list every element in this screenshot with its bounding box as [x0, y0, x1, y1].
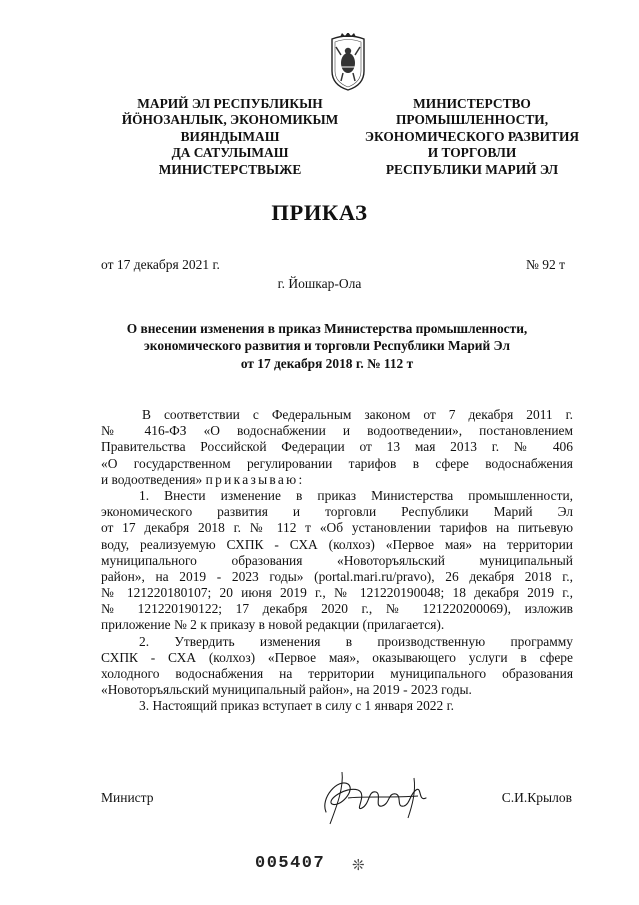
body-line: от 17 декабря 2018 г. № 112 т «Об установлении тарифов на питьевую [101, 520, 573, 536]
body-line: район», на 2019 - 2023 годы» (portal.mari.ru/pravo), 26 декабря 2018 г., [101, 568, 573, 584]
body-line: «Новоторъяльский муниципальный район», на 2019 - 2023 годы. [101, 682, 472, 698]
body-line: 1. Внести изменение в приказ Министерства промышленности, [139, 487, 573, 503]
header-left-line: ЙӦНОЗАНЛЫК, ЭКОНОМИКЫМ [121, 112, 339, 128]
body-line: воду, реализуемую СХПК - СХА (колхоз) «Первое мая» на территории [101, 536, 573, 552]
handwritten-signature [318, 768, 436, 826]
body-line: СХПК - СХА (колхоз) «Первое мая», оказывающего услуги в сфере [101, 649, 573, 665]
body-line: муниципального образования «Новоторъяльский муниципальный [101, 552, 573, 568]
body-line: Правительства Российской Федерации от 13 мая 2013 г. № 406 [101, 439, 573, 455]
document-body [101, 407, 573, 715]
order-word: приказываю: [205, 471, 305, 487]
body-line: № 121220180107; 20 июня 2019 г., № 121220190048; 18 декабря 2019 г., [101, 585, 573, 601]
signer-name: С.И.Крылов [501, 790, 572, 805]
document-subject [90, 320, 564, 372]
header-right-line: РЕСПУБЛИКИ МАРИЙ ЭЛ [385, 161, 559, 177]
body-line: «О государственном регулировании тарифов в сфере водоснабжения [101, 455, 573, 471]
body-line: № 121220190122; 17 декабря 2020 г., № 121220200069), изложив [101, 601, 573, 617]
minister-label: Министр [101, 790, 154, 805]
document-number: № 92 т [525, 257, 565, 272]
document-title: ПРИКАЗ [271, 200, 368, 225]
serial-number: 005407 [255, 854, 326, 873]
header-left-line: МИНИСТЕРСТВЫЖЕ [158, 161, 302, 177]
header-right-line: ЭКОНОМИЧЕСКОГО РАЗВИТИЯ [364, 128, 580, 144]
header-right-russian [360, 96, 584, 178]
body-line: холодного водоснабжения на территории муниципального образования [101, 666, 573, 681]
header-left-line: ВИЯНДЫМАШ [180, 128, 280, 144]
body-fragment: и водоотведения» [101, 471, 203, 487]
header-left-line: ДА САТУЛЫМАШ [171, 145, 289, 161]
body-line [101, 472, 573, 488]
body-line: приложение № 2 к приказу в новой редакции (прилагается). [101, 617, 445, 633]
subject-line: экономического развития и торговли Республики Марий Эл [144, 338, 510, 354]
body-line: 2. Утвердить изменения в производственную программу [139, 633, 573, 649]
header-left-line: МАРИЙ ЭЛ РЕСПУБЛИКЫН [137, 96, 323, 111]
header-right-line: И ТОРГОВЛИ [427, 145, 517, 161]
body-line: экономического развития и торговли Республики Марий Эл [101, 504, 573, 520]
subject-line: О внесении изменения в приказ Министерства промышленности, [126, 321, 528, 336]
body-line: 3. Настоящий приказ вступает в силу с 1 января 2022 г. [139, 698, 454, 714]
subject-line: от 17 декабря 2018 г. № 112 т [240, 355, 414, 371]
asterisk-mark-icon: ❊ [352, 858, 365, 874]
header-right-line: ПРОМЫШЛЕННОСТИ, [395, 112, 549, 128]
coat-of-arms-emblem [326, 33, 370, 91]
document-date: от 17 декабря 2021 г. [101, 257, 220, 272]
document-city: г. Йошкар-Ола [277, 276, 362, 291]
header-right-line: МИНИСТЕРСТВО [413, 96, 531, 111]
body-line: № 416-ФЗ «О водоснабжении и водоотведении», постановлением [101, 423, 573, 439]
header-left-mari [118, 96, 342, 178]
body-line: В соответствии с Федеральным законом от 7 декабря 2011 г. [142, 407, 573, 422]
